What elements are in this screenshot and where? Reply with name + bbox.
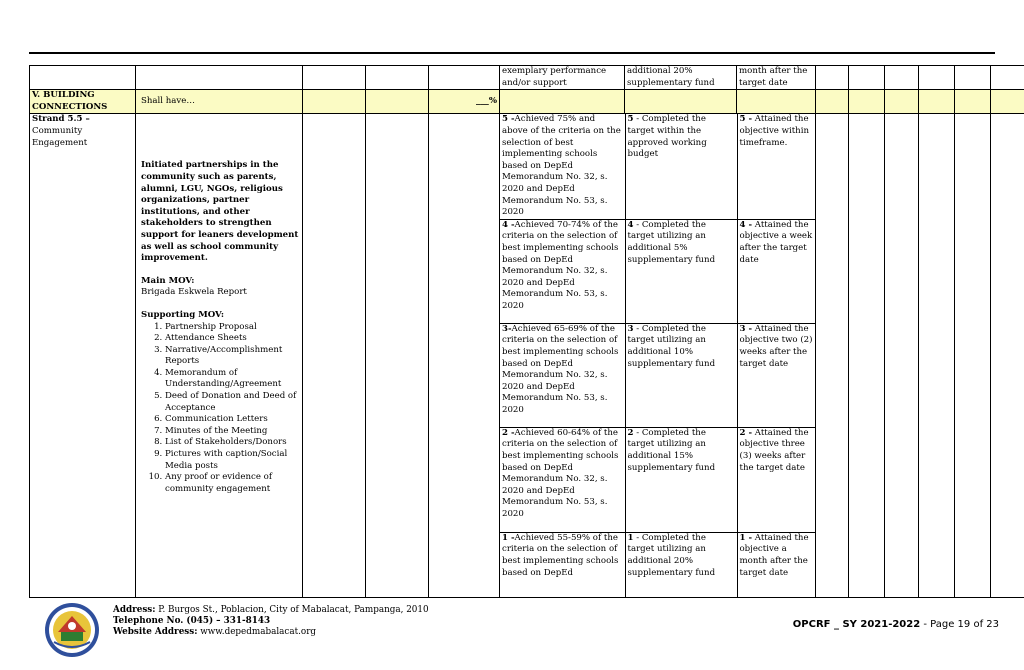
quality-desc: Achieved 55-59% of the criteria on the selection of best implementing schools based on DepEd: [502, 532, 619, 578]
strand-row: [30, 114, 1024, 598]
website-label: Website Address:: [113, 627, 198, 637]
page-footer: [0, 598, 1024, 670]
strand-cell: [30, 114, 136, 598]
timeliness-cell: month after the target date: [737, 66, 816, 90]
header-rule: [29, 52, 995, 54]
timeliness-desc: Attained the objective a week after the target date: [739, 219, 813, 265]
supporting-mov-list: [141, 322, 300, 496]
opcrf-table: [29, 65, 1024, 598]
efficiency-cell: additional 20% supplementary fund: [625, 66, 737, 90]
efficiency-desc: - Completed the target utilizing an additional 20% supplementary fund: [627, 532, 716, 578]
quality-desc: Achieved 75% and above of the criteria on the selection of best implementing schools based on DepEd Memorandum No. 32, s. 2020 and DepEd Memorandum No. 53, s. 2020: [502, 114, 621, 218]
objective-cell: [136, 114, 303, 598]
list-item: 10. Any proof or evidence of community engagement: [165, 472, 300, 495]
kra-weight: ___%: [429, 90, 500, 114]
address-label: Address:: [113, 605, 156, 615]
division-seal-icon: [44, 602, 100, 658]
rating-row-5: 5 -Achieved 75% and above of the criteria on the selection of best implementing schools based on DepEd Memorandum No. 32, s. 2020 and DepEd Memorandum No. 53, s. 2020 5 - Completed the target within the approved working budget 5 - Attained the objective within timeframe.: [500, 114, 816, 219]
list-item: 1. Partnership Proposal: [165, 322, 300, 334]
telephone-text: Telephone No. (045) – 331-8143: [113, 616, 271, 626]
website-text: www.depedmabalacat.org: [197, 627, 317, 637]
list-item: 9. Pictures with caption/Social Media posts: [165, 449, 300, 472]
address-text: P. Burgos St., Poblacion, City of Mabalacat, Pampanga, 2010: [155, 605, 429, 615]
quality-cell: exemplary performance and/or support: [500, 66, 625, 90]
list-item: 6. Communication Letters: [165, 414, 300, 426]
efficiency-desc: - Completed the target utilizing an additional 10% supplementary fund: [627, 323, 716, 369]
footer-contact: [113, 605, 429, 638]
timeliness-desc: Attained the objective a month after the target date: [739, 532, 809, 578]
supporting-mov-label: Supporting MOV:: [141, 309, 225, 320]
rating-row-3: 3-Achieved 65-69% of the criteria on the selection of best implementing schools based on DepEd Memorandum No. 32, s. 2020 and DepEd Memorandum No. 53, s. 2020 3 - Completed the target utilizing an additional 10% supplementary fund 3 - Attained the objective two (2) weeks after the target date: [500, 323, 816, 427]
list-item: 4. Memorandum of Understanding/Agreement: [165, 368, 300, 391]
strand-name: Community Engagement: [32, 125, 88, 148]
main-mov-text: Brigada Eskwela Report: [141, 287, 247, 298]
table-row: [30, 66, 1024, 90]
rating-scale: [500, 114, 816, 597]
objective-text: Initiated partnerships in the community such as parents, alumni, LGU, NGOs, religious organizations, partner institutions, and other stakeholders to strengthen support for leaners development as well as school community improvement.: [141, 160, 299, 264]
efficiency-desc: - Completed the target within the approved working budget: [627, 114, 707, 160]
efficiency-desc: - Completed the target utilizing an additional 5% supplementary fund: [627, 219, 716, 265]
main-mov-label: Main MOV:: [141, 275, 195, 286]
rating-row-4: 4 -Achieved 70-74% of the criteria on the selection of best implementing schools based on DepEd Memorandum No. 32, s. 2020 and DepEd Memorandum No. 53, s. 2020 4 - Completed the target utilizing an additional 5% supplementary fund 4 - Attained the objective a week after the target date: [500, 219, 816, 323]
list-item: 2. Attendance Sheets: [165, 333, 300, 345]
strand-code: Strand 5.5 –: [32, 114, 90, 125]
timeliness-desc: Attained the objective two (2) weeks after the target date: [739, 323, 813, 369]
list-item: 8. List of Stakeholders/Donors: [165, 437, 300, 449]
quality-desc: Achieved 60-64% of the criteria on the selection of best implementing schools based on DepEd Memorandum No. 32, s. 2020 and DepEd Memorandum No. 53, s. 2020: [502, 427, 619, 519]
timeliness-desc: Attained the objective within timeframe.: [739, 114, 809, 148]
list-item: 5. Deed of Donation and Deed of Acceptance: [165, 391, 300, 414]
kra-highlight-row: [30, 90, 1024, 114]
page-indicator: [793, 619, 999, 630]
quality-desc: Achieved 65-69% of the criteria on the selection of best implementing schools based on DepEd Memorandum No. 32, s. 2020 and DepEd Memorandum No. 53, s. 2020: [502, 323, 619, 415]
timeliness-desc: Attained the objective three (3) weeks after the target date: [739, 427, 809, 473]
quality-desc: Achieved 70-74% of the criteria on the selection of best implementing schools based on DepEd Memorandum No. 32, s. 2020 and DepEd Memorandum No. 53, s. 2020: [502, 219, 619, 311]
rating-scale-cell: [500, 114, 816, 598]
list-item: 7. Minutes of the Meeting: [165, 426, 300, 438]
kra-shall-have: Shall have…: [136, 90, 303, 114]
page-number: - Page 19 of 23: [920, 619, 999, 630]
doc-reference: OPCRF _ SY 2021-2022: [792, 619, 921, 630]
kra-title: V. BUILDING CONNECTIONS: [30, 90, 136, 114]
rating-row-1: 1 -Achieved 55-59% of the criteria on the selection of best implementing schools based on DepEd 1 - Completed the target utilizing an additional 20% supplementary fund 1 - Attained the objective a month after the target date: [500, 532, 816, 597]
rating-row-2: 2 -Achieved 60-64% of the criteria on the selection of best implementing schools based on DepEd Memorandum No. 32, s. 2020 and DepEd Memorandum No. 53, s. 2020 2 - Completed the target utilizing an additional 15% supplementary fund 2 - Attained the objective three (3) weeks after the target date: [500, 427, 816, 532]
efficiency-desc: - Completed the target utilizing an additional 15% supplementary fund: [627, 427, 716, 473]
list-item: 3. Narrative/Accomplishment Reports: [165, 345, 300, 368]
